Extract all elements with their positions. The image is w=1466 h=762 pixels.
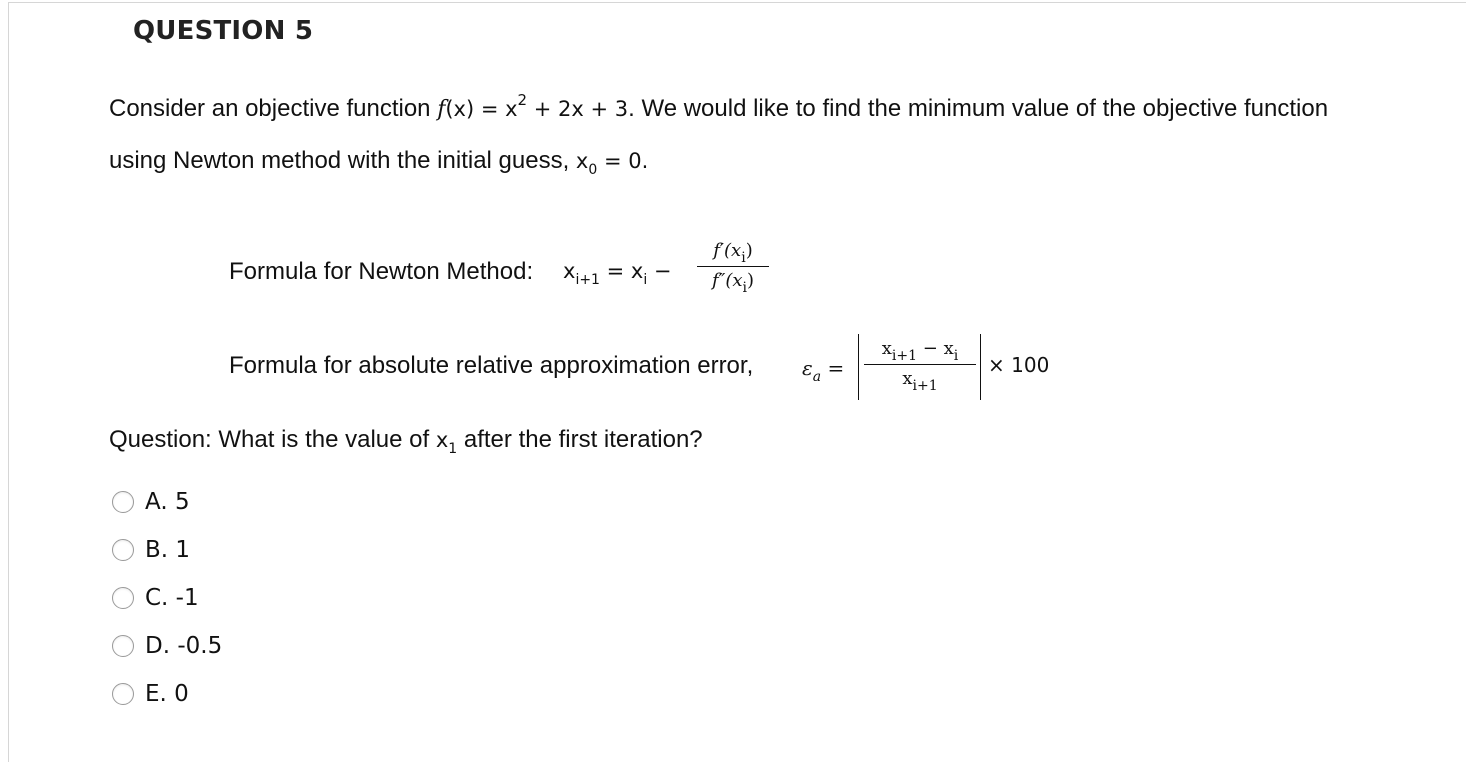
choice-label[interactable]: C. -1 bbox=[145, 585, 199, 611]
newton-formula-lhs: $x_{i+1} = x_i$ − bbox=[563, 259, 672, 288]
question-title: QUESTION 5 bbox=[133, 16, 314, 46]
radio-button[interactable] bbox=[112, 683, 134, 705]
abs-bar-right bbox=[980, 334, 981, 400]
times-100: × 100 bbox=[988, 353, 1050, 377]
error-symbol: $\varepsilon_a$ = bbox=[802, 356, 845, 385]
fraction-bar bbox=[697, 266, 769, 267]
newton-numerator: $f'(x_i)$ bbox=[713, 240, 753, 266]
error-numerator: $x_{i+1} - x_i$ bbox=[881, 338, 959, 364]
question-intro-line-2: using Newton method with the initial guess, $x_0 = 0$. bbox=[109, 147, 649, 178]
choice-e[interactable] bbox=[112, 670, 222, 718]
question-intro-line-1: Consider an objective function $f(x) = x^2 + 2x + 3$. We would like to find the minimum value of the objective function bbox=[109, 91, 1329, 122]
answer-choices bbox=[112, 478, 222, 718]
fraction-bar bbox=[864, 364, 976, 365]
radio-button[interactable] bbox=[112, 491, 134, 513]
question-prompt: Question: What is the value of $x_1$ after the first iteration? bbox=[109, 426, 703, 457]
choice-c[interactable] bbox=[112, 574, 222, 622]
radio-button[interactable] bbox=[112, 539, 134, 561]
newton-denominator: $f''(x_i)$ bbox=[711, 270, 755, 296]
choice-label[interactable]: D. -0.5 bbox=[145, 633, 223, 659]
newton-formula-fraction bbox=[697, 240, 769, 296]
newton-formula-label: Formula for Newton Method: bbox=[229, 258, 534, 285]
choice-d[interactable] bbox=[112, 622, 222, 670]
abs-bar-left bbox=[858, 334, 859, 400]
radio-button[interactable] bbox=[112, 587, 134, 609]
error-formula-label: Formula for absolute relative approximation error, bbox=[229, 352, 754, 379]
choice-label[interactable]: B. 1 bbox=[145, 537, 191, 563]
choice-label[interactable]: E. 0 bbox=[145, 681, 189, 707]
error-formula-fraction bbox=[864, 338, 976, 394]
error-denominator: $x_{i+1}$ bbox=[902, 368, 938, 394]
choice-a[interactable] bbox=[112, 478, 222, 526]
radio-button[interactable] bbox=[112, 635, 134, 657]
choice-b[interactable] bbox=[112, 526, 222, 574]
choice-label[interactable]: A. 5 bbox=[145, 489, 190, 515]
